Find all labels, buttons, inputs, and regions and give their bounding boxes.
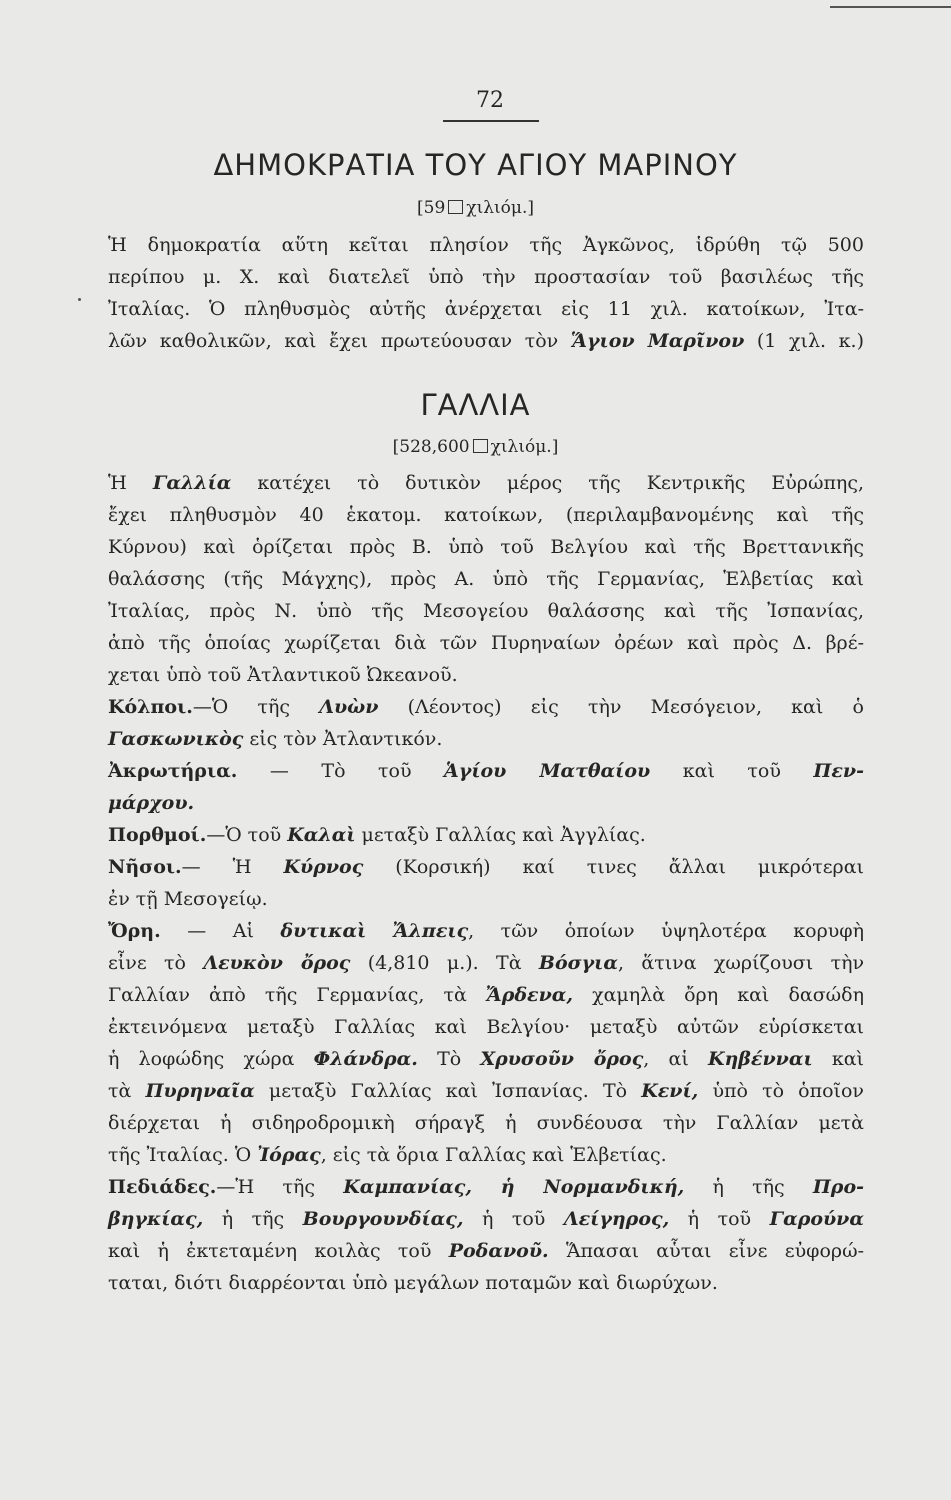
place-name: Ἰόρας (257, 1144, 321, 1166)
islands-line: ἐν τῇ Μεσογείῳ. (108, 888, 268, 910)
page-number-rule (443, 120, 539, 122)
place-name: Λυὼν (319, 696, 379, 718)
place-name: Καμπανίας, ἡ Νορμανδική, (343, 1176, 685, 1198)
mountains-line: διέρχεται ἡ σιδηροδρομικὴ σήραγξ ἡ συνδέουσα τὴν Γαλλίαν μετὰ (108, 1112, 864, 1134)
place-name: Πυρηναῖα (145, 1080, 255, 1102)
square-unit-icon (473, 439, 488, 453)
area-unit: χιλιόμ.] (490, 437, 559, 457)
text-span: ὑπὸ τὸ ὁποῖον (698, 1080, 864, 1102)
text-line: θαλάσσης (τῆς Μάγχης), πρὸς Α. ὑπὸ τῆς Γερμανίας, Ἑλβετίας καὶ (108, 568, 864, 590)
plains-line (108, 1235, 864, 1267)
text-span: —Ὁ τῆς (192, 696, 320, 718)
place-name: Κενί, (641, 1080, 699, 1102)
text-span: ἡ τῆς (684, 1176, 813, 1198)
place-name: Κύρνος (283, 856, 364, 878)
text-span: εἶνε τὸ (108, 952, 204, 974)
scan-edge-line (830, 6, 951, 8)
area-value: [528,600 (392, 437, 470, 457)
text-span: — Αἱ (160, 920, 281, 942)
text-span: —Ἡ τῆς (216, 1176, 344, 1198)
place-name: Φλάνδρα. (313, 1048, 418, 1070)
mountains-line (108, 1075, 864, 1107)
area-unit: χιλιόμ.] (466, 198, 534, 218)
text-line: Ἡ δημοκρατία αὕτη κεῖται πλησίον τῆς Ἀγκῶνος, ἱδρύθη τῷ 500 (108, 234, 864, 256)
place-name: Γασκωνικὸς (108, 728, 244, 750)
place-name: Κηβένναι (707, 1048, 813, 1070)
text-span: Γαλλίαν ἀπὸ τῆς Γερμανίας, τὰ (108, 984, 486, 1006)
text-span: — Ἡ (181, 856, 284, 878)
gulfs-heading: Κόλποι. (108, 696, 193, 718)
text-span: τὰ (108, 1080, 146, 1102)
page-number: 72 (476, 88, 504, 113)
capes-line (108, 755, 864, 787)
text-span: , εἰς τὰ ὅρια Γαλλίας καὶ Ἑλβετίας. (320, 1144, 667, 1166)
text-line: Ἰταλίας, πρὸς Ν. ὑπὸ τῆς Μεσογείου θαλάσσης καὶ τῆς Ἰσπανίας, (108, 600, 864, 622)
text-span: εἰς τὸν Ἀτλαντικόν. (243, 728, 443, 750)
text-span: κατέχει τὸ δυτικὸν μέρος τῆς Κεντρικῆς Εὐρώπης, (231, 472, 864, 494)
place-name: Βόσγια (538, 952, 618, 974)
text-span: , τῶν ὁποίων ὑψηλοτέρα κορυφὴ (468, 920, 864, 942)
section-title-san-marino: ΔΗΜΟΚΡΑΤΙΑ ΤΟΥ ΑΓΙΟΥ ΜΑΡΙΝΟΥ (213, 148, 738, 182)
place-name: Ἄρδενα, (485, 984, 573, 1006)
mountains-line: ἐκτεινόμενα μεταξὺ Γαλλίας καὶ Βελγίου· μεταξὺ αὐτῶν εὑρίσκεται (108, 1016, 864, 1038)
place-name: Βουργουνδίας, (302, 1208, 464, 1230)
islands-line (108, 851, 864, 883)
place-name: Γαλλία (152, 472, 232, 494)
text-span: λῶν καθολικῶν, καὶ ἔχει πρωτεύουσαν τὸν (108, 330, 571, 352)
text-span: ἡ τοῦ (463, 1208, 564, 1230)
section-title-france: ΓΑΛΛΙΑ (420, 388, 531, 422)
place-name: Ἁγίου Ματθαίου (444, 760, 651, 782)
text-span: (Κορσική) καί τινες ἄλλαι μικρότεραι (363, 856, 864, 878)
text-line: περίπου μ. Χ. καὶ διατελεῖ ὑπὸ τὴν προστασίαν τοῦ βασιλέως τῆς (108, 266, 864, 288)
area-value: [59 (417, 198, 446, 218)
text-line (108, 467, 864, 499)
area-san-marino (0, 198, 951, 218)
text-line: Κύρνου) καὶ ὁρίζεται πρὸς Β. ὑπὸ τοῦ Βελγίου καὶ τῆς Βρεττανικῆς (108, 536, 864, 558)
place-name: Λείγηρος, (563, 1208, 670, 1230)
plains-line (108, 1203, 864, 1235)
place-name: βηγκίας, (108, 1208, 204, 1230)
text-span (366, 920, 393, 942)
mountains-line (108, 915, 864, 947)
plains-heading: Πεδιάδες. (108, 1176, 217, 1198)
capes-line (108, 787, 864, 819)
text-line (108, 325, 864, 357)
text-span: καὶ (812, 1048, 865, 1070)
paragraph-france (108, 467, 864, 1299)
place-name: Ἅγιον Μαρῖνον (570, 330, 745, 352)
gulfs-line (108, 723, 864, 755)
text-span: Τὸ (417, 1048, 481, 1070)
place-name: Πεν- (813, 760, 864, 782)
text-span: χαμηλὰ ὄρη καὶ δασώδη (572, 984, 864, 1006)
square-unit-icon (448, 200, 463, 214)
place-name: Ροδανοῦ. (448, 1240, 549, 1262)
text-span: , αἱ (643, 1048, 708, 1070)
text-span: —Ὁ τοῦ (206, 824, 288, 846)
text-span: Ἡ (108, 472, 153, 494)
capes-heading: Ἀκρωτήρια. (108, 760, 238, 782)
text-span: μεταξὺ Γαλλίας καὶ Ἰσπανίας. Τὸ (254, 1080, 642, 1102)
area-france (0, 437, 951, 457)
text-span: ἡ λοφώδης χώρα (108, 1048, 314, 1070)
text-span: ἡ τῆς (203, 1208, 303, 1230)
text-line: χεται ὑπὸ τοῦ Ἀτλαντικοῦ Ὠκεανοῦ. (108, 664, 458, 686)
mountains-heading: Ὄρη. (108, 920, 161, 942)
text-line: ἀπὸ τῆς ὁποίας χωρίζεται διὰ τῶν Πυρηναίων ὀρέων καὶ πρὸς Δ. βρέ- (108, 632, 864, 654)
text-span: , ἅτινα χωρίζουσι τὴν (618, 952, 865, 974)
mountains-line (108, 1043, 864, 1075)
text-line: ἔχει πληθυσμὸν 40 ἑκατομ. κατοίκων, (περιλαμβανομένης καὶ τῆς (108, 504, 864, 526)
text-span: μεταξὺ Γαλλίας καὶ Ἀγγλίας. (355, 824, 646, 846)
place-name: Χρυσοῦν ὄρος (480, 1048, 644, 1070)
text-span: καὶ τοῦ (650, 760, 814, 782)
place-name: Καλαὶ (287, 824, 356, 846)
straits-heading: Πορθμοί. (108, 824, 207, 846)
paragraph-san-marino (108, 229, 864, 357)
text-span: Ἅπασαι αὗται εἶνε εὐφορώ- (548, 1240, 864, 1262)
place-name: Λευκὸν ὄρος (203, 952, 351, 974)
place-name: Γαρούνα (769, 1208, 864, 1230)
margin-mark (78, 298, 81, 301)
straits-line (108, 819, 864, 851)
mountains-line (108, 979, 864, 1011)
mountains-line (108, 1139, 864, 1171)
place-name: δυτικαὶ (280, 920, 367, 942)
plains-line (108, 1171, 864, 1203)
text-span: (Λέοντος) εἰς τὴν Μεσόγειον, καὶ ὁ (378, 696, 864, 718)
place-name: μάρχου. (108, 792, 195, 814)
text-span: (4,810 μ.). Τὰ (350, 952, 539, 974)
text-span: ἡ τοῦ (669, 1208, 770, 1230)
text-line: Ἰταλίας. Ὁ πληθυσμὸς αὐτῆς ἀνέρχεται εἰς 11 χιλ. κατοίκων, Ἰτα- (108, 298, 864, 320)
text-span: (1 χιλ. κ.) (744, 330, 864, 352)
mountains-line (108, 947, 864, 979)
gulfs-line (108, 691, 864, 723)
islands-heading: Νῆσοι. (108, 856, 182, 878)
place-name: Προ- (812, 1176, 865, 1198)
text-span: — Τὸ τοῦ (237, 760, 445, 782)
place-name: Ἄλπεις (392, 920, 469, 942)
text-span: τῆς Ἰταλίας. Ὁ (108, 1144, 258, 1166)
plains-line: ταται, διότι διαρρέονται ὑπὸ μεγάλων ποταμῶν καὶ διωρύχων. (108, 1272, 718, 1294)
text-span: καὶ ἡ ἐκτεταμένη κοιλὰς τοῦ (108, 1240, 449, 1262)
